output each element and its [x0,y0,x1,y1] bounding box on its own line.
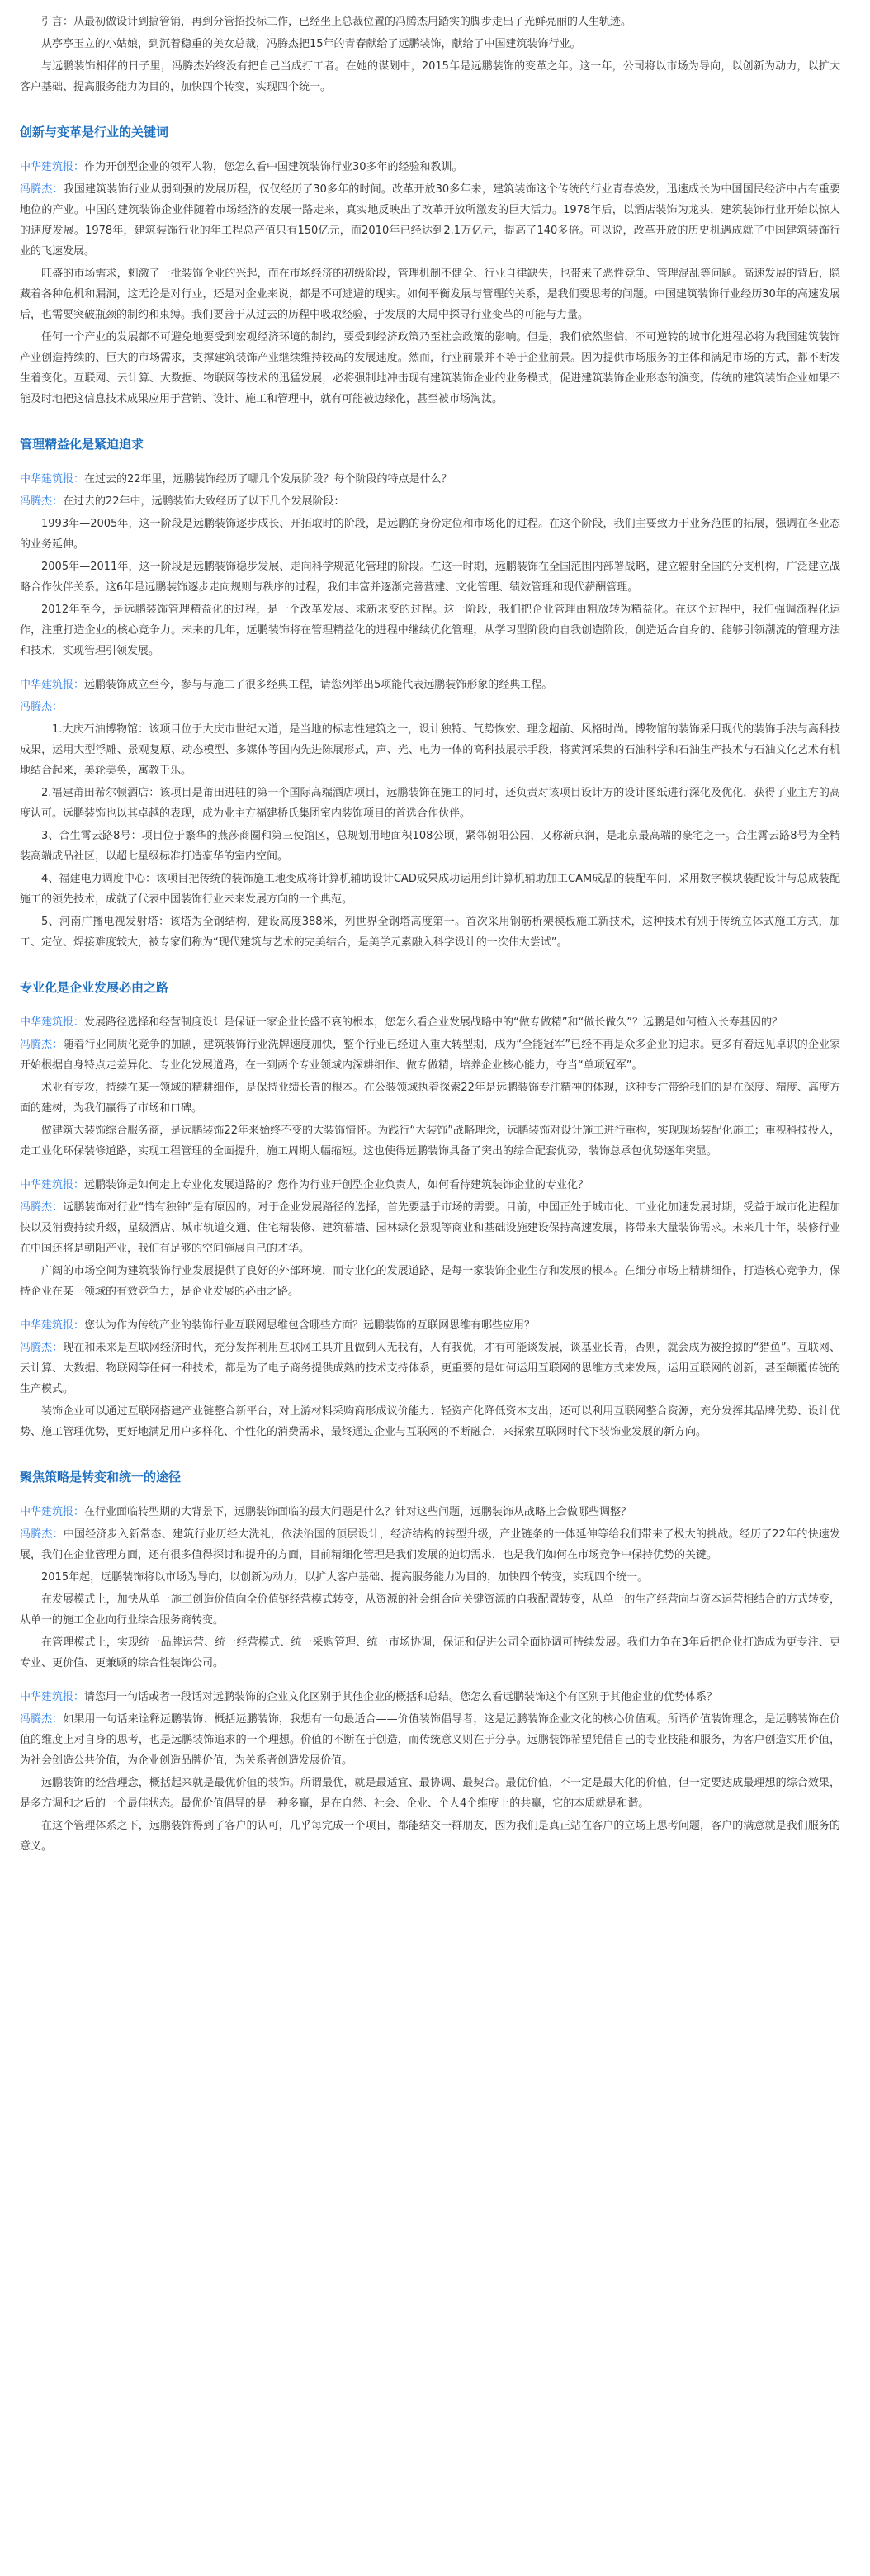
article-section [20,1467,840,1857]
interview-question [20,157,840,178]
body-paragraph: 在管理模式上，实现统一品牌运营、统一经营模式、统一采购管理、统一市场协调，保证和促进公司全面协调可持续发展。我们力争在3年后把企业打造成为更专注、更专业、更价值、更兼顾的综合性装饰公司。 [20,1636,840,1669]
article-section [20,434,840,953]
body-paragraph: 做建筑大装饰综合服务商，是远鹏装饰22年来始终不变的大装饰情怀。为践行“大装饰”战略理念，远鹏装饰对设计施工进行重构，实现现场装配化施工；重视科技投入，走工业化环保装修道路，实现工程管理的全面提升，施工周期大幅缩短。这也使得远鹏装饰具备了突出的综合配套优势，装饰总承包优势逐年突显。 [20,1125,840,1158]
speaker-label: 冯腾杰： [20,1713,64,1726]
interview-question [20,469,840,490]
body-paragraph: 2012年至今，是远鹏装饰管理精益化的过程，是一个改革发展、求新求变的过程。这一阶段，我们把企业管理由粗放转为精益化。在这个过程中，我们强调流程化运作，注重打造企业的核心竞争力。未来的几年，远鹏装饰将在管理精益化的进程中继续优化管理，从学习型阶段向自我创造阶段，创造适合自身的、能够引领潮流的管理方法和技术，实现管理引领发展。 [20,604,840,657]
body-paragraph: 远鹏装饰的经营理念，概括起来就是最优价值的装饰。所谓最优，就是最适宜、最协调、最契合。最优价值，不一定是最大化的价值，但一定要达成最理想的综合效果，是多方调和之后的一个最佳状态。最优价值倡导的是一种多赢，是在自然、社会、企业、个人4个维度上的共赢，它的本质就是和谐。 [20,1777,840,1810]
body-paragraph: 术业有专攻，持续在某一领域的精耕细作，是保持业绩长青的根本。在公装领域执着探索22年是远鹏装饰专注精神的体现，这种专注带给我们的是在深度、精度、高度方面的建树，为我们赢得了市场和口碑。 [20,1082,840,1115]
speech-text: 请您用一句话或者一段话对远鹏装饰的企业文化区别于其他企业的概括和总结。您怎么看远鹏装饰这个有区别于其他企业的优势体系？ [84,1691,718,1703]
body-paragraph: 广阔的市场空间为建筑装饰行业发展提供了良好的外部环境，而专业化的发展道路，是每一家装饰企业生存和发展的根本。在细分市场上精耕细作，打造核心竞争力，保持企业在某一领域的有效竞争力，是企业发展的必由之路。 [20,1265,840,1298]
speaker-label: 中华建筑报： [20,473,85,485]
speech-text: 作为开创型企业的领军人物，您怎么看中国建筑装饰行业30多年的经验和教训。 [84,161,463,173]
section-heading: 创新与变革是行业的关键词 [20,125,169,140]
speech-text: 远鹏装饰成立至今，参与与施工了很多经典工程，请您列举出5项能代表远鹏装饰形象的经典工程。 [84,679,553,691]
speaker-label: 中华建筑报： [20,679,85,691]
speech-text: 发展路径选择和经营制度设计是保证一家企业长盛不衰的根本，您怎么看企业发展战略中的“做专做精”和“做长做久”？远鹏是如何植入长寿基因的？ [84,1016,783,1029]
interview-question [20,675,840,695]
speech-text: 在行业面临转型期的大背景下，远鹏装饰面临的最大问题是什么？针对这些问题，远鹏装饰从战略上会做哪些调整？ [84,1506,632,1518]
speaker-label: 中华建筑报： [20,1319,85,1332]
speaker-label: 冯腾杰： [20,1528,64,1541]
body-paragraph: 2.福建莆田希尔顿酒店：该项目是莆田进驻的第一个国际高端酒店项目，远鹏装饰在施工的同时，还负责对该项目设计方的设计图纸进行深化及优化，获得了业主方的高度认可。远鹏装饰也以其卓越的表现，成为业主方福建桥氏集团室内装饰项目的首选合作伙伴。 [20,787,840,820]
speech-text: 如果用一句话来诠释远鹏装饰、概括远鹏装饰，我想有一句最适合——价值装饰倡导者，这是远鹏装饰企业文化的核心价值观。所谓价值装饰理念，是远鹏装饰在价值的维度上对自身的思考，也是远鹏装饰追求的一个理想。价值的不断在于创造，而传统意义则在于分享。远鹏装饰希望凭借自己的专业技能和服务，为客户创造实用价值，为社会创造公共价值，为企业创造品牌价值，为关系者创造发展价值。 [20,1713,840,1767]
speech-text: 现在和未来是互联网经济时代，充分发挥利用互联网工具并且做到人无我有，人有我优，才有可能谈发展，谈基业长青，否则，就会成为被抢掠的“猎鱼”。互联网、云计算、大数据、物联网等任何一种技术，都是为了电子商务提供成熟的技术支持体系，更重要的是如何运用互联网的思维方式来发展，运用互联网的创新，甚至颠覆传统的生产模式。 [20,1342,840,1395]
body-paragraph: 装饰企业可以通过互联网搭建产业链整合新平台，对上游材料采购商形成议价能力、轻资产化降低资本支出，还可以利用互联网整合资源，充分发挥其品牌优势、设计优势、施工管理优势，更好地满足用户多样化、个性化的消费需求，最终通过企业与互联网的不断融合，来探索互联网时代下装饰业发展的新方向。 [20,1405,840,1438]
interview-answer [20,1524,840,1565]
body-paragraph: 2005年—2011年，这一阶段是远鹏装饰稳步发展、走向科学规范化管理的阶段。在这一时期，远鹏装饰在全国范围内部署战略，建立辐射全国的分支机构，广泛建立战略合作伙伴关系。这6年是远鹏装饰逐步走向规则与秩序的过程，我们丰富并逐渐完善营建、文化管理、绩效管理和现代薪酬管理。 [20,561,840,594]
article-intro [20,12,840,97]
speaker-label: 冯腾杰： [20,1039,64,1051]
speech-text: 您认为作为传统产业的装饰行业互联网思维包含哪些方面？远鹏装饰的互联网思维有哪些应用？ [84,1319,536,1332]
speaker-label: 冯腾杰： [20,701,64,713]
speech-text: 远鹏装饰对行业“情有独钟”是有原因的。对于企业发展路径的选择，首先要基于市场的需要。目前，中国正处于城市化、工业化加速发展时期，受益于城市化进程加快以及消费持续升级，星级酒店、城市轨道交通、住宅精装修、建筑幕墙、园林绿化景观等商业和基础设施建设保持高速发展，将带来大量装饰需求。未来几十年，装修行业在中国还将是朝阳产业，我们有足够的空间施展自己的才华。 [20,1201,840,1255]
interview-answer [20,697,840,717]
body-paragraph: 旺盛的市场需求，刺激了一批装饰企业的兴起，而在市场经济的初级阶段，管理机制不健全、行业自律缺失，也带来了恶性竞争、管理混乱等问题。高速发展的背后，隐藏着各种危机和漏洞，这无论是对行业，还是对企业来说，都是不可逃避的现实。如何平衡发展与管理的关系，是我们要思考的问题。中国建筑装饰行业经历30年的高速发展后，也需要突破瓶颈的制约和束缚。我们要善于从过去的历程中吸取经验，于发展的大局中探寻行业变革的可能与力量。 [20,268,840,321]
body-paragraph: 4、福建电力调度中心：该项目把传统的装饰施工地变成将计算机辅助设计CAD成果成功运用到计算机辅助加工CAM成品的装配车间，采用数字模块装配设计与总成装配施工的领先技术，成就了代表中国装饰行业未来发展方向的一个典范。 [20,873,840,906]
body-paragraph: 1993年—2005年，这一阶段是远鹏装饰逐步成长、开拓取时的阶段，是远鹏的身份定位和市场化的过程。在这个阶段，我们主要致力于业务范围的拓展，强调在各业态的业务延伸。 [20,518,840,551]
body-paragraph: 5、河南广播电视发射塔：该塔为全钢结构，建设高度388米，列世界全钢塔高度第一。首次采用钢筋析架模板施工新技术，这种技术有别于传统立体式施工方式，加工、定位、焊接难度较大，被专家们称为“现代建筑与艺术的完美结合，是美学元素融入科学设计的一次伟大尝试”。 [20,916,840,949]
section-heading: 聚焦策略是转变和统一的途径 [20,1470,182,1485]
body-paragraph: 任何一个产业的发展都不可避免地要受到宏观经济环境的制约，要受到经济政策乃至社会政策的影响。但是，我们依然坚信，不可逆转的城市化进程必将为我国建筑装饰产业创造持续的、巨大的市场需求，支撑建筑装饰产业继续维持较高的发展速度。然而，行业前景并不等于企业前景。因为提供市场服务的主体和满足市场的方式，都不断发生着变化。互联网、云计算、大数据、物联网等技术的迅猛发展，必将强制地冲击现有建筑装饰企业的业务模式，促进建筑装饰企业形态的演变。传统的建筑装饰企业如果不能及时地把这信息技术成果应用于营销、设计、施工和管理中，就有可能被边缘化，甚至被市场淘汰。 [20,331,840,405]
speech-text: 随着行业同质化竞争的加剧，建筑装饰行业洗牌速度加快，整个行业已经进入重大转型期，成为“全能冠军”已经不再是众多企业的追求。更多有着远见卓识的企业家开始根据自身特点走差异化、专业化发展道路，在一到两个专业领域内深耕细作、做专做精，培养企业核心能力，夺当“单项冠军”。 [20,1039,840,1072]
interview-answer [20,1709,840,1771]
body-paragraph: 2015年起，远鹏装饰将以市场为导向，以创新为动力，以扩大客户基础、提高服务能力为目的，加快四个转变，实现四个统一。 [41,1571,649,1584]
intro-paragraph: 与远鹏装饰相伴的日子里，冯腾杰始终没有把自己当成打工者。在她的谋划中，2015年是远鹏装饰的变革之年。这一年，公司将以市场为导向，以创新为动力，以扩大客户基础、提高服务能力为目的，加快四个转变，实现四个统一。 [20,60,840,93]
project-case-paragraph: 1.大庆石油博物馆：该项目位于大庆市世纪大道，是当地的标志性建筑之一，设计独特、气势恢宏、理念超前、风格时尚。博物馆的装饰采用现代的装饰手法与高科技成果，运用大型浮雕、景观复原、动态模型、多媒体等国内先进陈展形式，声、光、电为一体的高科技展示手段，将黄河采集的石油科学和石油生产技术与石油文化艺术有机地结合起来，美轮美奂，寓教于乐。 [20,723,840,777]
speaker-label: 中华建筑报： [20,1691,85,1703]
body-paragraph: 在发展模式上，加快从单一施工创造价值向全价值链经营模式转变，从资源的社会组合向关键资源的自我配置转变，从单一的生产经营向与资本运营相结合的方式转变，从单一的施工企业向行业综合服务商转变。 [20,1593,840,1627]
section-heading: 管理精益化是紧迫追求 [20,437,144,452]
article-section [20,978,840,1442]
body-paragraph: 3、合生霄云路8号：项目位于繁华的燕莎商圈和第三使馆区，总规划用地面积108公顷，紧邻朝阳公园，又称新京润，是北京最高端的豪宅之一。合生霄云路8号为全精装高端成品社区，以超七星级标准打造豪华的室内空间。 [20,830,840,863]
speaker-label: 冯腾杰： [20,183,64,196]
article-body [20,122,840,1857]
section-heading: 专业化是企业发展必由之路 [20,980,169,995]
speaker-label: 中华建筑报： [20,161,85,173]
interview-answer [20,491,840,512]
interview-answer [20,179,840,262]
speech-text: 中国经济步入新常态、建筑行业历经大洗礼，依法治国的顶层设计，经济结构的转型升级，产业链条的一体延伸等给我们带来了极大的挑战。经历了22年的快速发展，我们在企业管理方面，还有很多值得探讨和提升的方面，目前精细化管理是我们发展的迫切需求，也是我们如何在市场竞争中保持优势的关键。 [20,1528,840,1561]
speaker-label: 冯腾杰： [20,495,64,508]
speaker-label: 中华建筑报： [20,1016,85,1029]
speech-text: 远鹏装饰是如何走上专业化发展道路的？您作为行业开创型企业负责人，如何看待建筑装饰企业的专业化？ [84,1179,589,1191]
intro-paragraph: 引言：从最初做设计到搞管销，再到分管招投标工作，已经坐上总裁位置的冯腾杰用踏实的脚步走出了光鲜亮丽的人生轨迹。 [41,16,632,28]
speech-text: 我国建筑装饰行业从弱到强的发展历程，仅仅经历了30多年的时间。改革开放30多年来，建筑装饰这个传统的行业青春焕发，迅速成长为中国国民经济中占有重要地位的产业。中国的建筑装饰企业伴随着市场经济的发展一路走来，真实地反映出了改革开放所激发的巨大活力。1978年后，以酒店装饰为龙头，建筑装饰行业开始以惊人的速度发展。1978年，建筑装饰行业的年工程总产值只有150亿元，而2010年已经达到2.1万亿元，提高了140多倍。可以说，改革开放的历史机遇成就了中国建筑装饰行业的飞速发展。 [20,183,840,258]
speaker-label: 中华建筑报： [20,1179,85,1191]
interview-question [20,1687,840,1707]
speech-text: 在过去的22年里，远鹏装饰经历了哪几个发展阶段？每个阶段的特点是什么？ [84,473,452,485]
interview-question [20,1012,840,1033]
interview-question [20,1502,840,1522]
interview-question [20,1315,840,1336]
speech-text: 在过去的22年中，远鹏装饰大致经历了以下几个发展阶段： [63,495,345,508]
interview-answer [20,1035,840,1076]
speaker-label: 冯腾杰： [20,1342,64,1354]
interview-answer [20,1197,840,1259]
speaker-label: 中华建筑报： [20,1506,85,1518]
article-section [20,122,840,410]
interview-question [20,1175,840,1196]
intro-paragraph: 从亭亭玉立的小姑娘，到沉着稳重的美女总裁，冯腾杰把15年的青春献给了远鹏装饰，献给了中国建筑装饰行业。 [41,38,581,50]
body-paragraph: 在这个管理体系之下，远鹏装饰得到了客户的认可，几乎每完成一个项目，都能结交一群朋友，因为我们是真正站在客户的立场上思考问题，客户的满意就是我们服务的意义。 [20,1820,840,1853]
speaker-label: 冯腾杰： [20,1201,64,1214]
interview-answer [20,1338,840,1399]
